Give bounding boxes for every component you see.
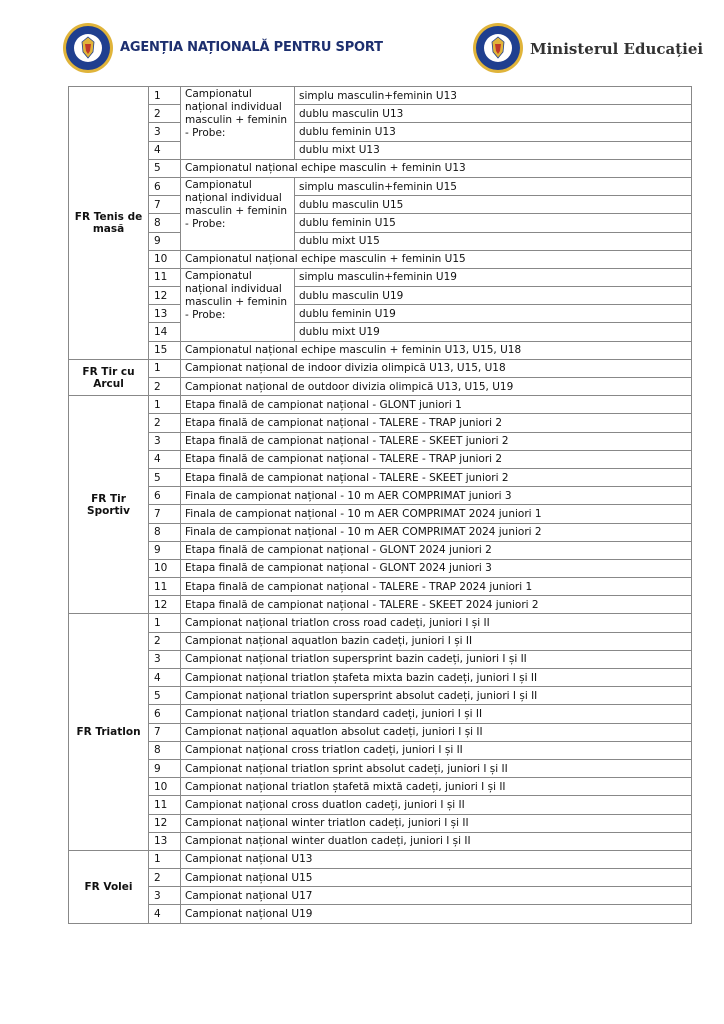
- row-number: 7: [149, 505, 181, 523]
- row-number: 9: [149, 541, 181, 559]
- government-seal-icon: [62, 22, 114, 74]
- table-row: [69, 414, 692, 432]
- competition-name: Etapa finală de campionat național - TALERE - TRAP juniori 2: [181, 414, 692, 432]
- row-number: 2: [149, 869, 181, 887]
- federation-name: FR Tir cu Arcul: [69, 359, 149, 395]
- row-number: 11: [149, 796, 181, 814]
- table-row: [69, 450, 692, 468]
- competition-name: Campionat național de outdoor divizia olimpică U13, U15, U19: [181, 378, 692, 396]
- row-number: 8: [149, 214, 181, 232]
- row-number: 13: [149, 832, 181, 850]
- competition-name: Campionat național winter triatlon cadeți, juniori I și II: [181, 814, 692, 832]
- table-row: [69, 323, 692, 341]
- competition-group-label: Campionatul național individual masculin + feminin - Probe:: [181, 87, 295, 160]
- table-row: [69, 796, 692, 814]
- competition-name: Etapa finală de campionat național - GLONT juniori 1: [181, 396, 692, 414]
- event-name: dublu masculin U19: [295, 287, 692, 305]
- competition-name: Campionatul național echipe masculin + feminin U13, U15, U18: [181, 341, 692, 359]
- event-name: dublu mixt U15: [295, 232, 692, 250]
- competition-name: Campionat național triatlon sprint absolut cadeți, juniori I și II: [181, 759, 692, 777]
- table-row: [69, 378, 692, 396]
- table-row: [69, 305, 692, 323]
- table-row: [69, 159, 692, 177]
- row-number: 3: [149, 432, 181, 450]
- table-row: [69, 669, 692, 687]
- federation-name: FR Volei: [69, 850, 149, 923]
- table-row: [69, 850, 692, 868]
- row-number: 14: [149, 323, 181, 341]
- table-row: [69, 832, 692, 850]
- row-number: 6: [149, 705, 181, 723]
- competition-name: Campionat național triatlon supersprint bazin cadeți, juniori I și II: [181, 650, 692, 668]
- row-number: 5: [149, 159, 181, 177]
- row-number: 7: [149, 723, 181, 741]
- event-name: simplu masculin+feminin U15: [295, 177, 692, 195]
- row-number: 1: [149, 396, 181, 414]
- event-name: dublu masculin U15: [295, 196, 692, 214]
- competition-name: Etapa finală de campionat național - GLONT 2024 juniori 3: [181, 559, 692, 577]
- table-row: [69, 723, 692, 741]
- table-row: [69, 177, 692, 195]
- table-row: [69, 869, 692, 887]
- table-row: [69, 650, 692, 668]
- row-number: 11: [149, 578, 181, 596]
- row-number: 8: [149, 741, 181, 759]
- table-row: [69, 468, 692, 486]
- competition-name: Campionat național U19: [181, 905, 692, 923]
- table-row: [69, 196, 692, 214]
- table-row: [69, 687, 692, 705]
- event-name: dublu mixt U19: [295, 323, 692, 341]
- competition-name: Finala de campionat național - 10 m AER COMPRIMAT 2024 juniori 2: [181, 523, 692, 541]
- row-number: 9: [149, 759, 181, 777]
- competition-name: Campionat național triatlon standard cadeți, juniori I și II: [181, 705, 692, 723]
- competition-name: Etapa finală de campionat național - TALERE - SKEET juniori 2: [181, 432, 692, 450]
- ministry-title: Ministerul Educației: [530, 40, 704, 58]
- table-row: [69, 432, 692, 450]
- event-name: simplu masculin+feminin U13: [295, 87, 692, 105]
- competition-name: Campionat național aquatlon bazin cadeți, juniori I și II: [181, 632, 692, 650]
- row-number: 5: [149, 687, 181, 705]
- row-number: 1: [149, 87, 181, 105]
- row-number: 6: [149, 487, 181, 505]
- table-row: [69, 505, 692, 523]
- table-row: [69, 814, 692, 832]
- competition-name: Campionat național cross triatlon cadeți, juniori I și II: [181, 741, 692, 759]
- competition-name: Campionat național triatlon ștafetă mixtă cadeți, juniori I și II: [181, 778, 692, 796]
- table-row: [69, 705, 692, 723]
- row-number: 5: [149, 468, 181, 486]
- row-number: 2: [149, 632, 181, 650]
- table-row: [69, 123, 692, 141]
- row-number: 3: [149, 887, 181, 905]
- competition-name: Campionatul național echipe masculin + feminin U15: [181, 250, 692, 268]
- federation-name: FR Triatlon: [69, 614, 149, 850]
- row-number: 9: [149, 232, 181, 250]
- competition-name: Campionat național triatlon supersprint absolut cadeți, juniori I și II: [181, 687, 692, 705]
- row-number: 10: [149, 250, 181, 268]
- row-number: 1: [149, 850, 181, 868]
- row-number: 6: [149, 177, 181, 195]
- table-row: [69, 778, 692, 796]
- table-row: [69, 523, 692, 541]
- table-row: [69, 596, 692, 614]
- table-row: [69, 578, 692, 596]
- table-row: [69, 632, 692, 650]
- competition-name: Campionat național winter duatlon cadeți, juniori I și II: [181, 832, 692, 850]
- competition-name: Etapa finală de campionat național - TALERE - SKEET juniori 2: [181, 468, 692, 486]
- table-row: [69, 614, 692, 632]
- competitions-table: [68, 86, 692, 924]
- competition-group-label: Campionatul național individual masculin + feminin - Probe:: [181, 177, 295, 250]
- table-row: [69, 105, 692, 123]
- row-number: 1: [149, 359, 181, 377]
- table-row: [69, 287, 692, 305]
- competition-name: Etapa finală de campionat național - TALERE - SKEET 2024 juniori 2: [181, 596, 692, 614]
- row-number: 12: [149, 814, 181, 832]
- table-row: [69, 759, 692, 777]
- federation-name: FR Tir Sportiv: [69, 396, 149, 614]
- event-name: dublu feminin U13: [295, 123, 692, 141]
- row-number: 2: [149, 378, 181, 396]
- row-number: 10: [149, 778, 181, 796]
- competition-name: Campionat național U15: [181, 869, 692, 887]
- event-name: dublu feminin U15: [295, 214, 692, 232]
- row-number: 4: [149, 905, 181, 923]
- row-number: 3: [149, 123, 181, 141]
- table-row: [69, 268, 692, 286]
- row-number: 15: [149, 341, 181, 359]
- competition-name: Campionat național triatlon ștafeta mixta bazin cadeți, juniori I și II: [181, 669, 692, 687]
- competition-name: Campionat național cross duatlon cadeți, juniori I și II: [181, 796, 692, 814]
- agency-title: AGENȚIA NAȚIONALĂ PENTRU SPORT: [120, 40, 383, 55]
- row-number: 12: [149, 287, 181, 305]
- table-row: [69, 359, 692, 377]
- competition-name: Etapa finală de campionat național - TALERE - TRAP 2024 juniori 1: [181, 578, 692, 596]
- row-number: 8: [149, 523, 181, 541]
- competition-name: Campionat național aquatlon absolut cadeți, juniori I și II: [181, 723, 692, 741]
- row-number: 2: [149, 105, 181, 123]
- row-number: 2: [149, 414, 181, 432]
- row-number: 4: [149, 450, 181, 468]
- row-number: 7: [149, 196, 181, 214]
- row-number: 4: [149, 141, 181, 159]
- table-row: [69, 487, 692, 505]
- table-row: [69, 341, 692, 359]
- row-number: 10: [149, 559, 181, 577]
- table-row: [69, 141, 692, 159]
- event-name: dublu mixt U13: [295, 141, 692, 159]
- table-row: [69, 541, 692, 559]
- event-name: dublu feminin U19: [295, 305, 692, 323]
- event-name: simplu masculin+feminin U19: [295, 268, 692, 286]
- government-seal-icon: [472, 22, 524, 74]
- row-number: 4: [149, 669, 181, 687]
- page-header: [0, 0, 724, 86]
- table-row: [69, 887, 692, 905]
- competition-name: Campionat național U13: [181, 850, 692, 868]
- table-row: [69, 250, 692, 268]
- table-row: [69, 741, 692, 759]
- event-name: dublu masculin U13: [295, 105, 692, 123]
- row-number: 12: [149, 596, 181, 614]
- row-number: 13: [149, 305, 181, 323]
- competition-name: Finala de campionat național - 10 m AER COMPRIMAT juniori 3: [181, 487, 692, 505]
- competition-name: Etapa finală de campionat național - TALERE - TRAP juniori 2: [181, 450, 692, 468]
- table-row: [69, 396, 692, 414]
- competition-name: Campionat național de indoor divizia olimpică U13, U15, U18: [181, 359, 692, 377]
- competition-name: Finala de campionat național - 10 m AER COMPRIMAT 2024 juniori 1: [181, 505, 692, 523]
- table-row: [69, 559, 692, 577]
- table-row: [69, 905, 692, 923]
- competition-name: Campionat național triatlon cross road cadeți, juniori I și II: [181, 614, 692, 632]
- table-row: [69, 87, 692, 105]
- competition-group-label: Campionatul național individual masculin + feminin - Probe:: [181, 268, 295, 341]
- federation-name: FR Tenis de masă: [69, 87, 149, 360]
- competition-name: Campionatul național echipe masculin + feminin U13: [181, 159, 692, 177]
- row-number: 1: [149, 614, 181, 632]
- competition-name: Etapa finală de campionat național - GLONT 2024 juniori 2: [181, 541, 692, 559]
- row-number: 11: [149, 268, 181, 286]
- table-row: [69, 214, 692, 232]
- competition-name: Campionat național U17: [181, 887, 692, 905]
- table-row: [69, 232, 692, 250]
- row-number: 3: [149, 650, 181, 668]
